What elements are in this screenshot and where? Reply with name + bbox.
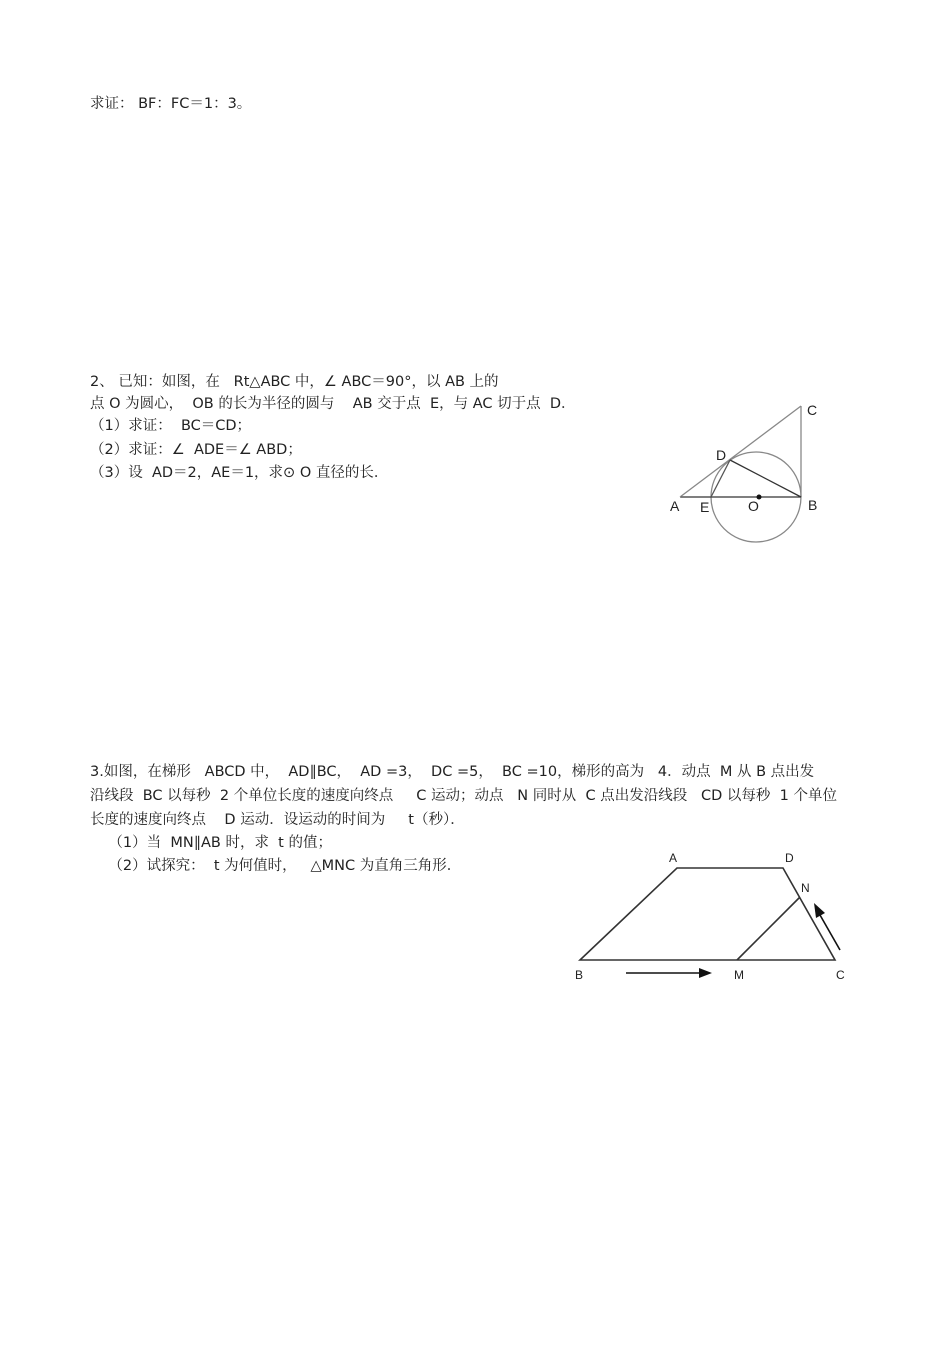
problem2-line-1: 2、 已知：如图，在 Rt△ABC 中，∠ ABC＝90°，以 AB 上的 xyxy=(90,374,499,390)
label-a: A xyxy=(669,851,678,865)
segment-ac xyxy=(680,406,801,497)
problem2-line-5: （3）设 AD＝2，AE＝1，求⊙ O 直径的长． xyxy=(90,465,389,481)
segment-de xyxy=(711,460,730,497)
arrow-n-shaft xyxy=(820,915,840,950)
label-o: O xyxy=(748,498,759,514)
problem1-conclusion: 求证： BF：FC＝1：3。 xyxy=(90,96,252,112)
label-b: B xyxy=(575,968,584,982)
label-e: E xyxy=(700,499,710,515)
problem3-line-5: （2）试探究： t 为何值时， △MNC 为直角三角形． xyxy=(90,858,462,874)
arrow-n-head xyxy=(814,903,825,918)
trapezoid-abcd xyxy=(580,868,835,960)
problem3-line-1: 3.如图，在梯形 ABCD 中， AD∥BC， AD =3， DC =5， BC =10，梯形的高为 4．动点 M 从 B 点出发 xyxy=(90,764,815,780)
problem3-line-3: 长度的速度向终点 D 运动．设运动的时间为 t（秒）． xyxy=(90,812,465,828)
label-d: D xyxy=(785,851,794,865)
problem3-line-2: 沿线段 BC 以每秒 2 个单位长度的速度向终点 C 运动；动点 N 同时从 C 点出发沿线段 CD 以每秒 1 个单位 xyxy=(90,788,837,804)
label-d: D xyxy=(716,447,727,463)
label-c: C xyxy=(807,402,818,418)
label-n: N xyxy=(801,881,810,895)
segment-mn xyxy=(737,897,800,960)
problem2-figure xyxy=(660,395,830,550)
problem2-line-4: （2）求证：∠ ADE＝∠ ABD； xyxy=(90,442,302,458)
segment-db xyxy=(730,460,801,497)
problem3-line-4: （1）当 MN∥AB 时，求 t 的值； xyxy=(90,835,332,851)
problem2-line-2: 点 O 为圆心， OB 的长为半径的圆与 AB 交于点 E，与 AC 切于点 D． xyxy=(90,396,576,412)
arrow-m-head xyxy=(699,968,712,978)
label-m: M xyxy=(734,968,744,982)
label-b: B xyxy=(808,497,818,513)
label-c: C xyxy=(836,968,845,982)
problem2-line-3: （1）求证： BC＝CD； xyxy=(90,418,252,434)
label-a: A xyxy=(670,498,680,514)
problem3-figure xyxy=(570,845,850,985)
